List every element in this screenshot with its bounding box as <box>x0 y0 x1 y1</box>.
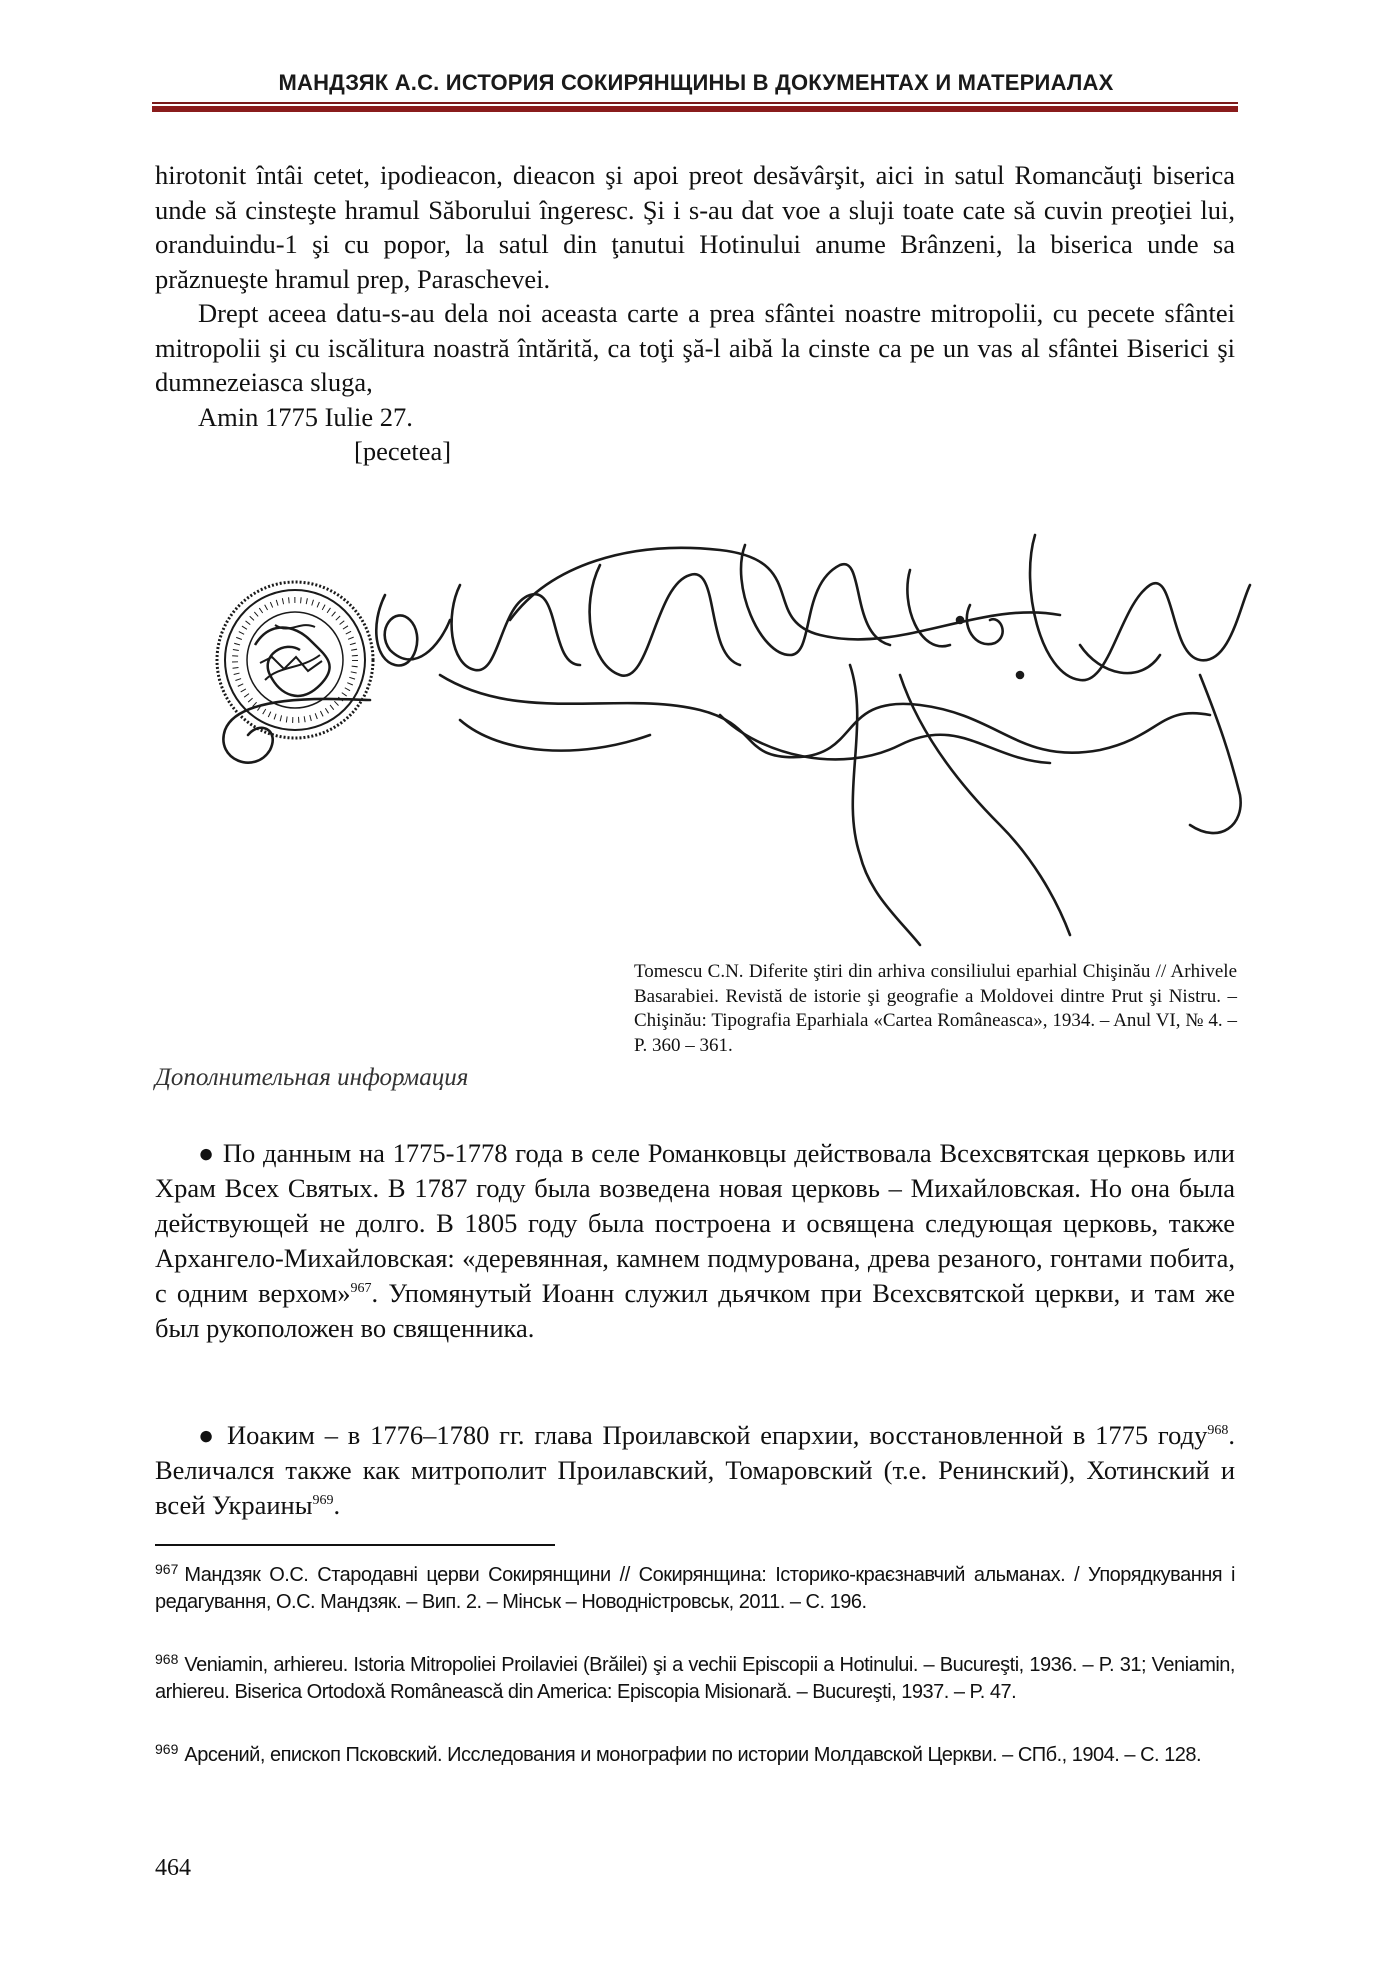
russian-paragraph-1 <box>155 1136 1235 1346</box>
footnote-968 <box>155 1646 1235 1706</box>
russian-paragraph-2-text-c: . <box>333 1490 341 1520</box>
footnote-number: 968 <box>155 1651 179 1667</box>
figure-caption: Tomescu C.N. Diferite ştiri din arhiva consiliului eparhial Chişinău // Arhivele Basarabiei. Revistă de istorie şi geografie a Moldovei dintre Prut şi Nistru. – Chişinău: Tipografia Eparhiala «Cartea Româneasca», 1934. – Anul VI, № 4. – P. 360 – 361. <box>634 961 1237 1056</box>
signature-icon <box>223 535 1250 945</box>
footnote-text: Арсений, епископ Псковский. Исследования и монографии по истории Молдавской Церкви. – СПб., 1904. – С. 128. <box>184 1744 1202 1766</box>
seal-note: [pecetea] <box>354 436 452 466</box>
footnote-number: 967 <box>155 1561 179 1577</box>
footnote-969 <box>155 1736 1235 1769</box>
seal-and-signature-figure <box>200 525 1255 965</box>
russian-paragraph-2-text-a: ● Иоаким – в 1776–1780 гг. глава Проилавской епархии, восстановленной в 1775 году <box>198 1420 1208 1450</box>
footnote-text: Мандзяк О.С. Стародавні церви Сокирянщини // Сокирянщина: Історико-краєзнавчий альманах. / Упорядкування і редагування, О.С. Мандзяк. – Вип. 2. – Мінськ – Новодністровськ, 2011. – С. 196. <box>155 1564 1235 1613</box>
russian-paragraph-1-text-b: . Упомянутый Иоанн служил дьячком при Всехсвятской церкви, и там же был рукоположен во священника. <box>155 1278 1235 1343</box>
footnote-ref-967[interactable]: 967 <box>350 1281 372 1297</box>
page-number: 464 <box>155 1855 191 1881</box>
footnote-ref-969[interactable]: 969 <box>312 1493 334 1509</box>
header-rule <box>152 102 1238 104</box>
russian-paragraph-2-text-b: . Величался также как митрополит Проилавский, Томаровский (т.е. Ренинский), Хотинский и всей Украины <box>155 1420 1235 1520</box>
romanian-paragraph-2: Drept aceea datu-s-au dela noi aceasta carte a prea sfântei noastre mitropolii, cu pecete sfântei mitropolii şi cu iscălitura noastră întărită, ca toţi şă-l aibă la cinste ca pe un vas al sfântei Biserici şi dumnezeiasca sluga, <box>155 298 1235 397</box>
footnote-separator <box>155 1544 555 1546</box>
section-heading: Дополнительная информация <box>155 1064 469 1091</box>
russian-paragraph-2 <box>155 1418 1235 1523</box>
romanian-paragraph-1: hirotonit întâi cetet, ipodieacon, dieacon şi apoi preot desăvârşit, aici in satul Romancăuţi biserica unde să cinsteşte hramul Săborului îngeresc. Şi i s-au dat voe a sluji toate cate să cuvin preoţiei lui, oranduindu-1 şi cu popor, la satul din ţanutui Hotinului anume Brânzeni, la biserica unde sa prăznueşte hramul prep, Paraschevei. <box>155 160 1235 294</box>
romanian-date-line: Amin 1775 Iulie 27. <box>198 402 413 432</box>
footnote-number: 969 <box>155 1741 179 1757</box>
running-header: МАНДЗЯК А.С. ИСТОРИЯ СОКИРЯНЩИНЫ В ДОКУМЕНТАХ И МАТЕРИАЛАХ <box>278 70 1114 95</box>
footnote-967 <box>155 1556 1235 1616</box>
header-rule-thick <box>152 106 1238 112</box>
footnote-text: Veniamin, arhiereu. Istoria Mitropoliei Proilaviei (Brăilei) şi a vechii Episcopii a Hotinului. – Bucureşti, 1936. – P. 31; Veniamin, arhiereu. Biserica Ortodoxă Românească din America: Episcopia Misionară. – Bucureşti, 1937. – P. 47. <box>155 1654 1235 1703</box>
russian-paragraph-1-text-a: ● По данным на 1775-1778 года в селе Романковцы действовала Всехсвятская церковь или Храм Всех Святых. В 1787 году была возведена новая церковь – Михайловская. Но она была действующей не долго. В 1805 году была построена и освящена следующая церковь, также Архангело-Михайловская: «деревянная, камнем подмурована, древа резаного, гонтами побита, с одним верхом» <box>155 1138 1235 1308</box>
footnote-ref-968[interactable]: 968 <box>1207 1423 1229 1439</box>
